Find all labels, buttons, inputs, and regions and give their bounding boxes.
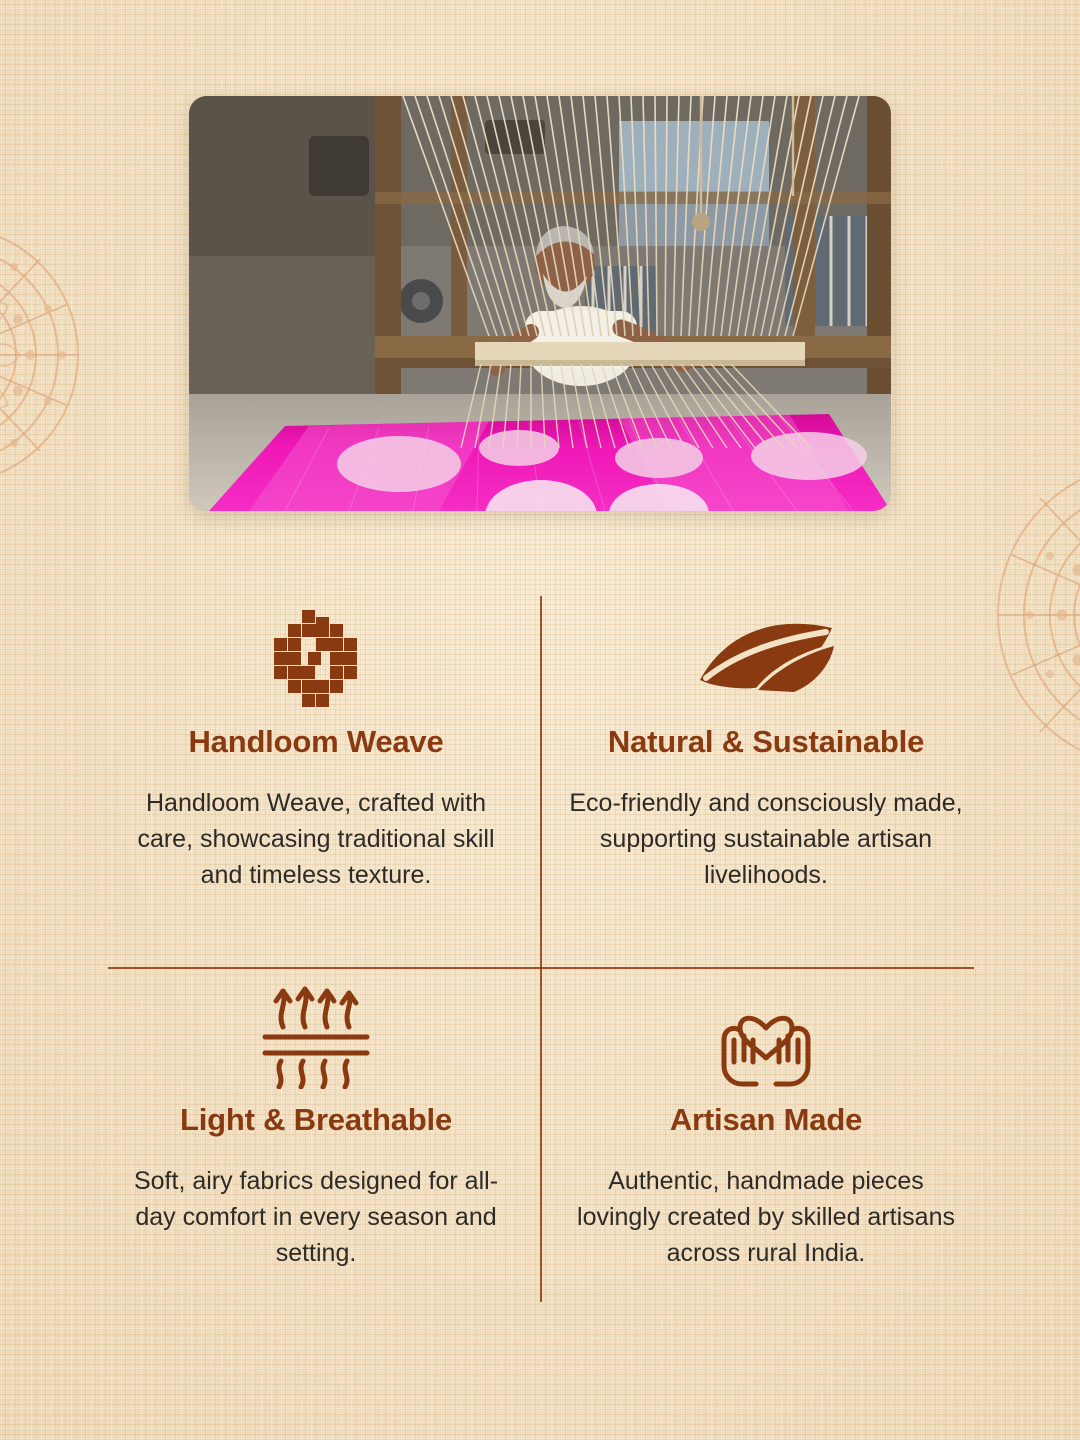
handloom-weaver-photo (189, 96, 891, 511)
feature-body: Eco-friendly and consciously made, supporting sustainable artisan livelihoods. (569, 789, 963, 889)
grid-divider-horizontal (108, 967, 974, 969)
leaf-icon (566, 606, 966, 710)
feature-body: Authentic, handmade pieces lovingly created by skilled artisans across rural India. (577, 1167, 955, 1267)
feature-title: Artisan Made (669, 1102, 863, 1137)
feature-card-handloom-weave (108, 606, 524, 893)
handloom-weaver-illustration (189, 96, 891, 511)
feature-grid (108, 592, 974, 1304)
woven-weave-pattern-icon (116, 606, 516, 710)
feature-card-light-breathable (108, 984, 524, 1271)
breathable-airflow-arrows-icon (116, 984, 516, 1088)
feature-body: Soft, airy fabrics designed for all-day comfort in every season and setting. (133, 1167, 499, 1267)
feature-card-natural-sustainable (558, 606, 974, 893)
feature-card-artisan-made (558, 984, 974, 1271)
feature-body: Handloom Weave, crafted with care, showcasing traditional skill and timeless texture. (137, 789, 495, 889)
feature-title: Handloom Weave (188, 724, 444, 759)
feature-title: Natural & Sustainable (607, 724, 925, 759)
grid-divider-vertical (540, 596, 542, 1302)
hands-holding-heart-icon (566, 984, 966, 1088)
feature-title: Light & Breathable (180, 1102, 452, 1137)
